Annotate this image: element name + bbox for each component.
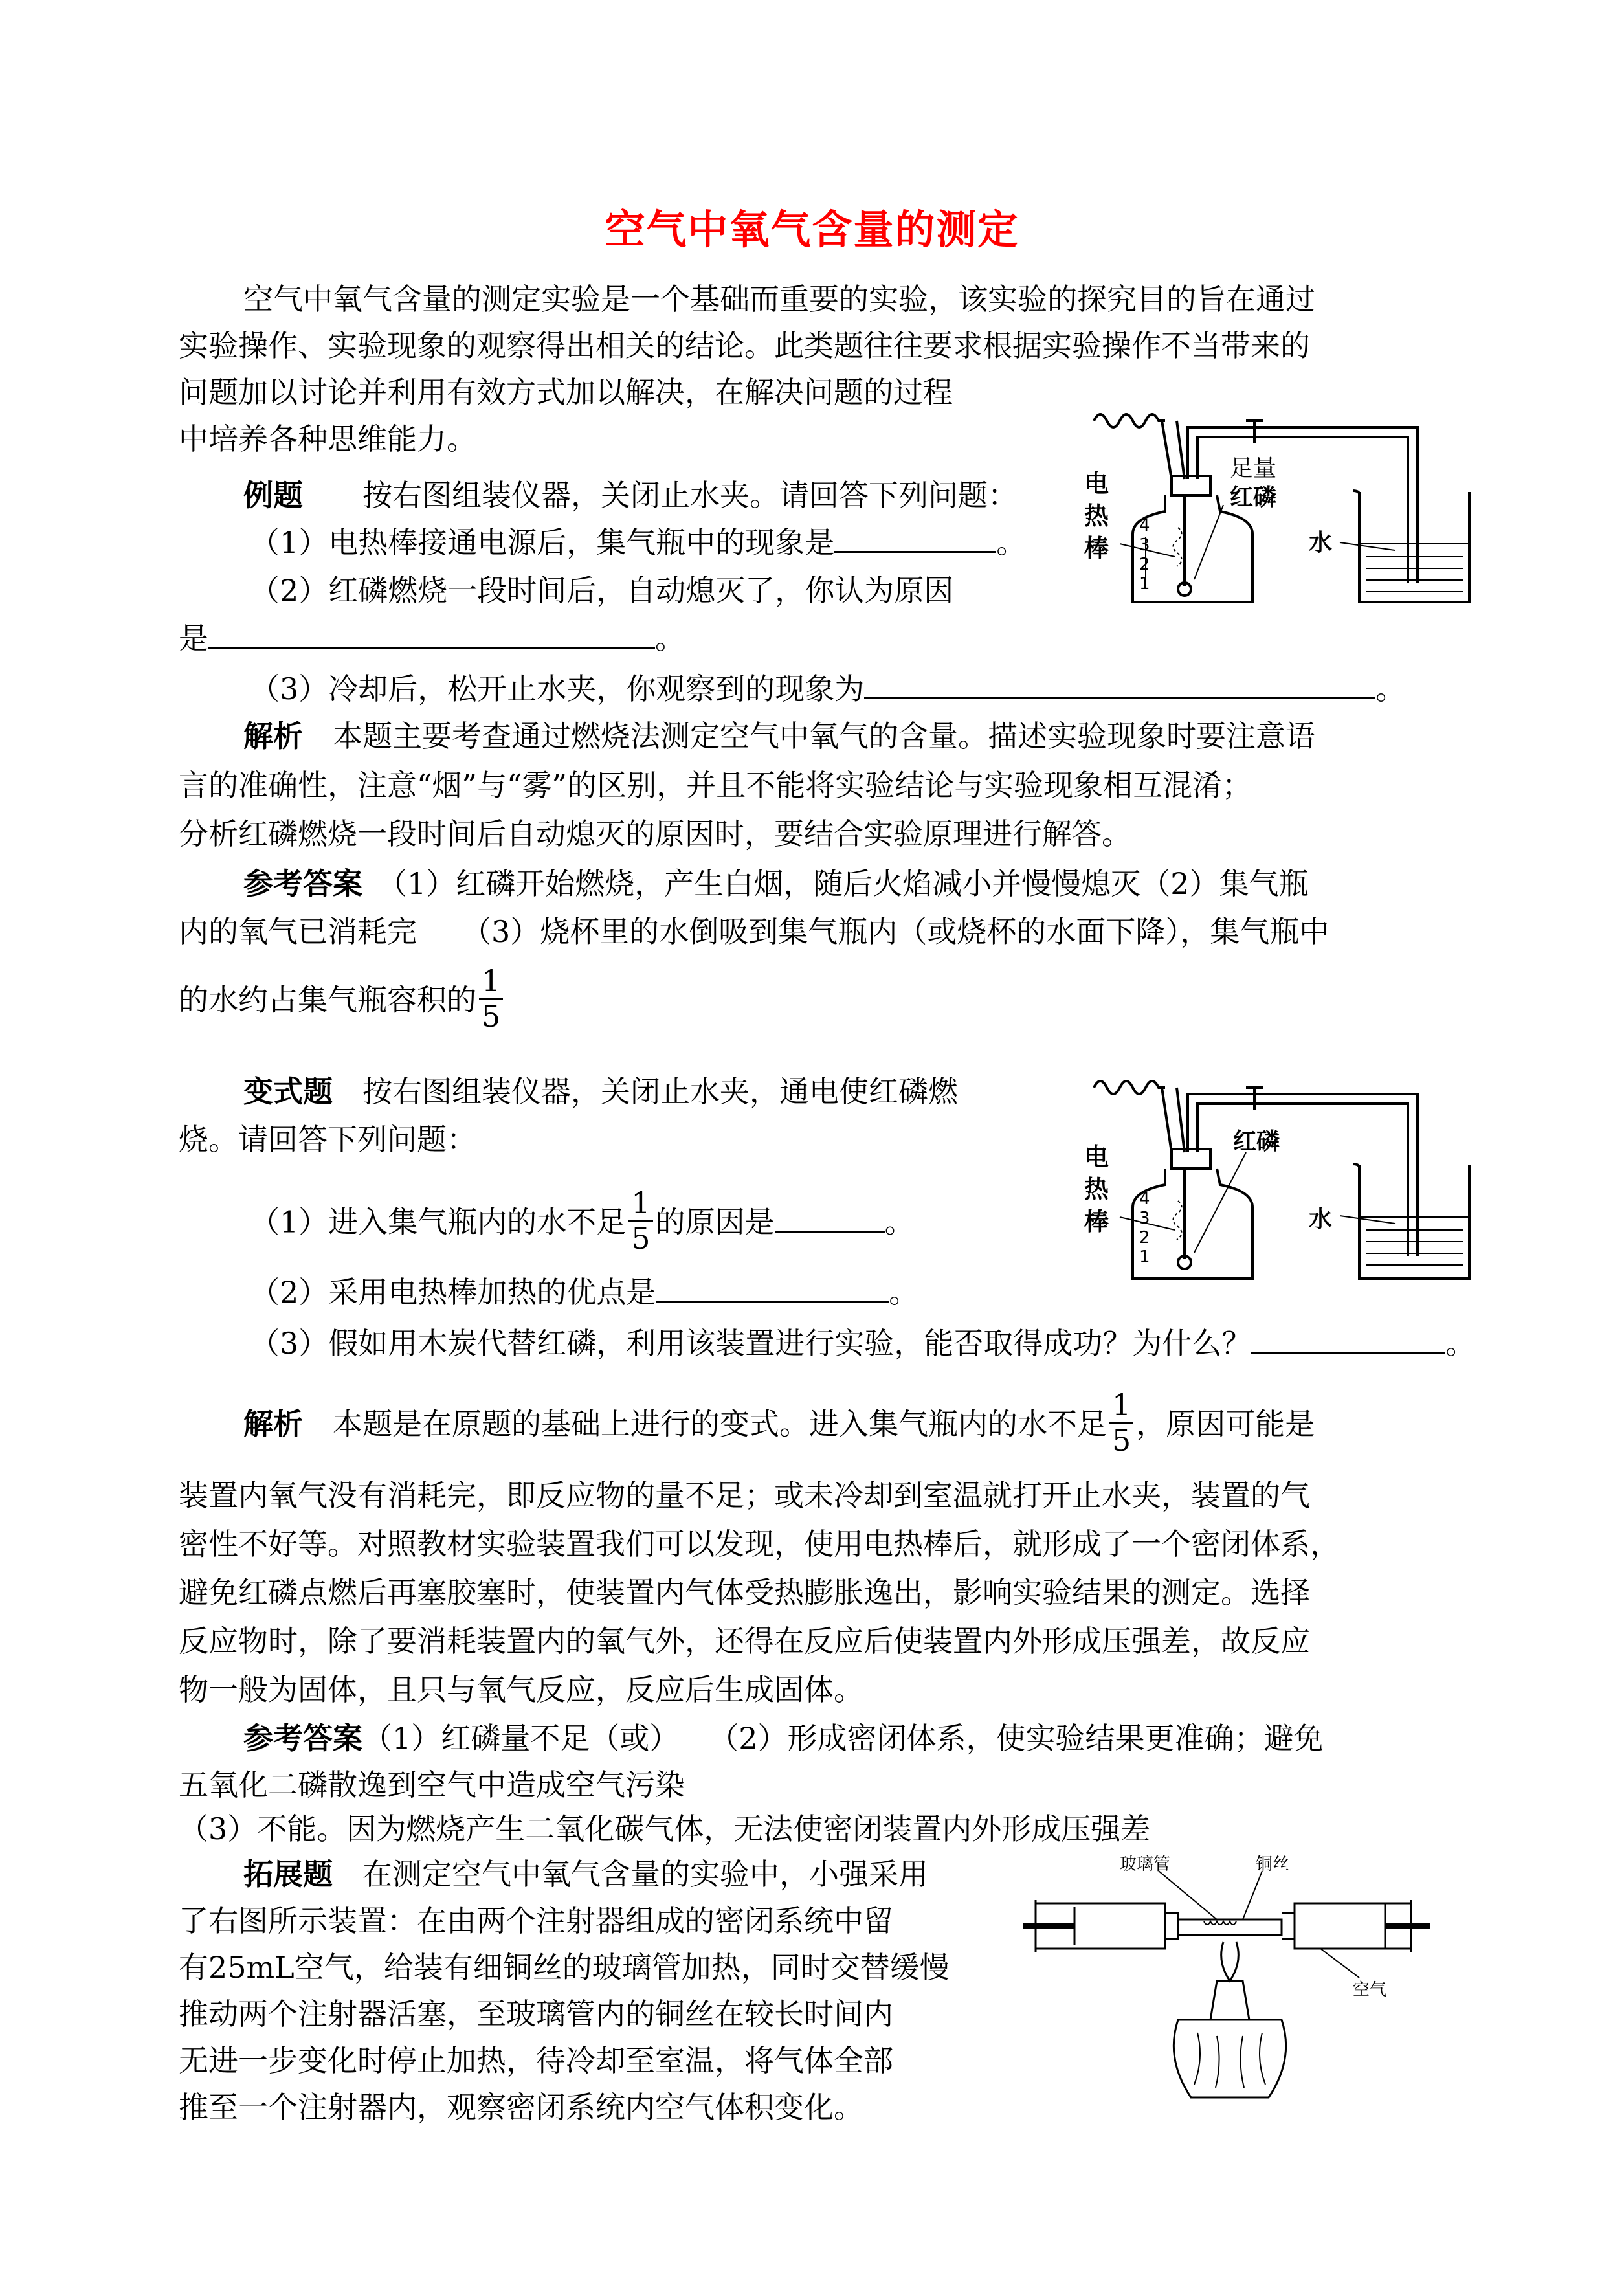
fraction-numerator: 1 — [1109, 1388, 1133, 1424]
extension-line-5: 无进一步变化时停止加热，待冷却至室温，将气体全部 — [179, 2043, 893, 2078]
example-q1 — [250, 523, 1026, 562]
scale-label-4: 4 — [1139, 516, 1150, 535]
variant-q2 — [250, 1273, 918, 1312]
rod-label-1: 电 — [1084, 1143, 1109, 1171]
analysis1-label: 解析 — [243, 719, 303, 754]
rod-label-3: 棒 — [1084, 1207, 1109, 1236]
example-text: 按右图组装仪器，关闭止水夹。请回答下列问题： — [362, 478, 1018, 513]
variant-prompt — [243, 1072, 958, 1111]
red-phosphorus-label: 红磷 — [1230, 484, 1277, 511]
variant-q3 — [250, 1324, 1475, 1363]
extension-line-1 — [243, 1855, 928, 1894]
example-q1-text: （1）电热棒接通电源后，集气瓶中的现象是 — [250, 525, 835, 560]
fraction-denominator: 5 — [1112, 1423, 1131, 1458]
glass-tube-label: 玻璃管 — [1120, 1855, 1171, 1874]
variant-q2-blank[interactable] — [656, 1275, 889, 1303]
extension-text-1: 在测定空气中氧气含量的实验中，小强采用 — [362, 1857, 928, 1892]
answer2-text-1: （1）红磷量不足（或） （2）形成密闭体系，使实验结果更准确；避免 — [362, 1721, 1324, 1756]
phosphorus-amount-label: 足量 — [1230, 455, 1277, 482]
analysis1-line-2: 言的准确性，注意“烟”与“雾”的区别，并且不能将实验结论与实验现象相互混淆； — [179, 768, 1252, 803]
extension-line-6: 推至一个注射器内，观察密闭系统内空气体积变化。 — [179, 2090, 863, 2125]
fraction-denominator: 5 — [482, 999, 501, 1034]
water-label: 水 — [1309, 530, 1333, 556]
analysis2-line-5: 反应物时，除了要消耗装置内的氧气外，还得在反应后使装置内外形成压强差，故反应 — [179, 1624, 1310, 1659]
variant-q2-end: 。 — [889, 1275, 919, 1310]
example-prompt — [243, 476, 1018, 515]
water-label: 水 — [1309, 1206, 1333, 1233]
gas-bottle — [1133, 495, 1252, 602]
variant-q1-blank[interactable] — [775, 1205, 885, 1233]
variant-q1 — [250, 1185, 915, 1259]
scale-label-1: 1 — [1139, 1247, 1150, 1267]
answer1-label: 参考答案 — [243, 866, 362, 901]
answer2-line-1 — [243, 1719, 1324, 1758]
example-q2b-text: 是 — [179, 621, 208, 656]
answer2-line-3: （3）不能。因为燃烧产生二氧化碳气体，无法使密闭装置内外形成压强差 — [179, 1811, 1151, 1846]
example-q2a: （2）红磷燃烧一段时间后，自动熄灭了，你认为原因 — [250, 573, 954, 608]
rod-label-2: 热 — [1084, 1175, 1109, 1203]
variant-q1-fraction — [628, 1186, 652, 1255]
example-q2-end: 。 — [655, 621, 685, 656]
example-q1-end: 。 — [996, 525, 1027, 560]
extension-line-2: 了右图所示装置：在由两个注射器组成的密闭系统中留 — [179, 1903, 893, 1938]
example-q3 — [250, 669, 1405, 708]
syringe-apparatus-figure — [1023, 1851, 1437, 2110]
analysis2-line-4: 避免红磷点燃后再塞胶塞时，使装置内气体受热膨胀逸出，影响实验结果的测定。选择 — [179, 1575, 1310, 1610]
analysis2-line-2: 装置内氧气没有消耗完，即反应物的量不足；或未冷却到室温就打开止水夹，装置的气 — [179, 1478, 1310, 1513]
scale-label-1: 1 — [1139, 574, 1150, 594]
apparatus-figure-2 — [1081, 1062, 1482, 1288]
analysis1-line-3: 分析红磷燃烧一段时间后自动熄灭的原因时，要结合实验原理进行解答。 — [179, 816, 1131, 851]
fraction-denominator: 5 — [631, 1221, 651, 1256]
answer1-text-3: 的水约占集气瓶容积的 — [179, 982, 476, 1018]
intro-line-3: 问题加以讨论并利用有效方式加以解决，在解决问题的过程 — [179, 375, 953, 410]
answer1-text-1: （1）红磷开始燃烧，产生白烟，随后火焰减小并慢慢熄灭（2）集气瓶 — [392, 866, 1309, 901]
rod-label-2: 热 — [1084, 502, 1109, 530]
example-q3-end: 。 — [1375, 671, 1406, 706]
scale-label-2: 2 — [1139, 1228, 1150, 1247]
wire-coil-icon — [1094, 1081, 1165, 1094]
lamp-base — [1174, 2020, 1285, 2097]
answer1-line-3 — [179, 963, 506, 1037]
red-phosphorus-label: 红磷 — [1233, 1128, 1280, 1155]
analysis2-label: 解析 — [243, 1406, 303, 1442]
analysis2-line-6: 物一般为固体，且只与氧气反应，反应后生成固体。 — [179, 1672, 863, 1707]
variant-label: 变式题 — [243, 1074, 333, 1109]
apparatus-figure-1 — [1081, 395, 1482, 609]
answer1-fraction — [479, 964, 503, 1033]
copper-wire-label: 铜丝 — [1256, 1855, 1290, 1874]
answer2-line-2: 五氧化二磷散逸到空气中造成空气污染 — [179, 1767, 685, 1802]
variant-q3-blank[interactable] — [1251, 1326, 1445, 1354]
intro-line-4: 中培养各种思维能力。 — [179, 421, 476, 456]
scale-label-2: 2 — [1139, 555, 1150, 574]
wire-coil-icon — [1094, 414, 1165, 427]
example-q2b — [179, 619, 685, 658]
alcohol-lamp — [1210, 1981, 1249, 2020]
variant-text: 按右图组装仪器，关闭止水夹，通电使红磷燃 — [362, 1074, 958, 1109]
scale-label-4: 4 — [1139, 1189, 1150, 1209]
variant-q3-text: （3）假如用木炭代替红磷，利用该装置进行实验，能否取得成功？为什么？ — [250, 1326, 1252, 1361]
intro-line-2: 实验操作、实验现象的观察得出相关的结论。此类题往往要求根据实验操作不当带来的 — [179, 328, 1310, 363]
fraction-numerator: 1 — [628, 1186, 652, 1222]
analysis1-text-1: 本题主要考查通过燃烧法测定空气中氧气的含量。描述实验现象时要注意语 — [333, 719, 1315, 754]
variant-q3-end: 。 — [1445, 1326, 1476, 1361]
example-q1-blank[interactable] — [834, 525, 996, 553]
answer2-label: 参考答案 — [243, 1721, 362, 1756]
variant-q2-text: （2）采用电热棒加热的优点是 — [250, 1275, 656, 1310]
beaker — [1359, 1165, 1469, 1279]
variant-q1-end: 。 — [884, 1204, 915, 1240]
intro-line-1: 空气中氧气含量的测定实验是一个基础而重要的实验，该实验的探究目的旨在通过 — [243, 282, 1315, 317]
rod-label-1: 电 — [1084, 469, 1109, 498]
analysis1-line-1 — [243, 717, 1315, 755]
extension-line-3: 有25mL空气，给装有细铜丝的玻璃管加热，同时交替缓慢 — [179, 1950, 950, 1985]
example-q2-blank[interactable] — [208, 621, 655, 649]
air-label: 空气 — [1353, 1980, 1387, 2000]
variant-q1-text-b: 的原因是 — [655, 1204, 775, 1240]
fraction-numerator: 1 — [479, 964, 503, 1000]
extension-line-4: 推动两个注射器活塞，至玻璃管内的铜丝在较长时间内 — [179, 1997, 893, 2031]
scale-label-3: 3 — [1139, 535, 1150, 555]
rubber-stopper — [1172, 476, 1210, 495]
analysis2-text-1: 本题是在原题的基础上进行的变式。进入集气瓶内的水不足 — [333, 1406, 1107, 1442]
analysis2-fraction — [1109, 1388, 1133, 1457]
variant-prompt-2: 烧。请回答下列问题： — [179, 1122, 476, 1157]
analysis2-line-3: 密性不好等。对照教材实验装置我们可以发现，使用电热棒后，就形成了一个密闭体系， — [179, 1527, 1340, 1561]
analysis2-line-1 — [243, 1387, 1315, 1461]
example-q3-blank[interactable] — [864, 671, 1375, 699]
rubber-stopper — [1172, 1149, 1210, 1169]
variant-q1-text-a: （1）进入集气瓶内的水不足 — [250, 1204, 627, 1240]
flame-icon — [1221, 1942, 1239, 1981]
scale-label-3: 3 — [1139, 1209, 1150, 1228]
analysis2-text-1-end: ，原因可能是 — [1136, 1406, 1315, 1442]
rod-label-3: 棒 — [1084, 534, 1109, 563]
example-label: 例题 — [243, 478, 303, 513]
gas-bottle — [1133, 1169, 1252, 1279]
page-title: 空气中氧气含量的测定 — [605, 206, 1019, 253]
answer1-line-1 — [243, 864, 1309, 903]
example-q3-text: （3）冷却后，松开止水夹，你观察到的现象为 — [250, 671, 865, 706]
extension-label: 拓展题 — [243, 1857, 333, 1892]
answer1-line-2: 内的氧气已消耗完 （3）烧杯里的水倒吸到集气瓶内（或烧杯的水面下降），集气瓶中 — [179, 914, 1329, 949]
